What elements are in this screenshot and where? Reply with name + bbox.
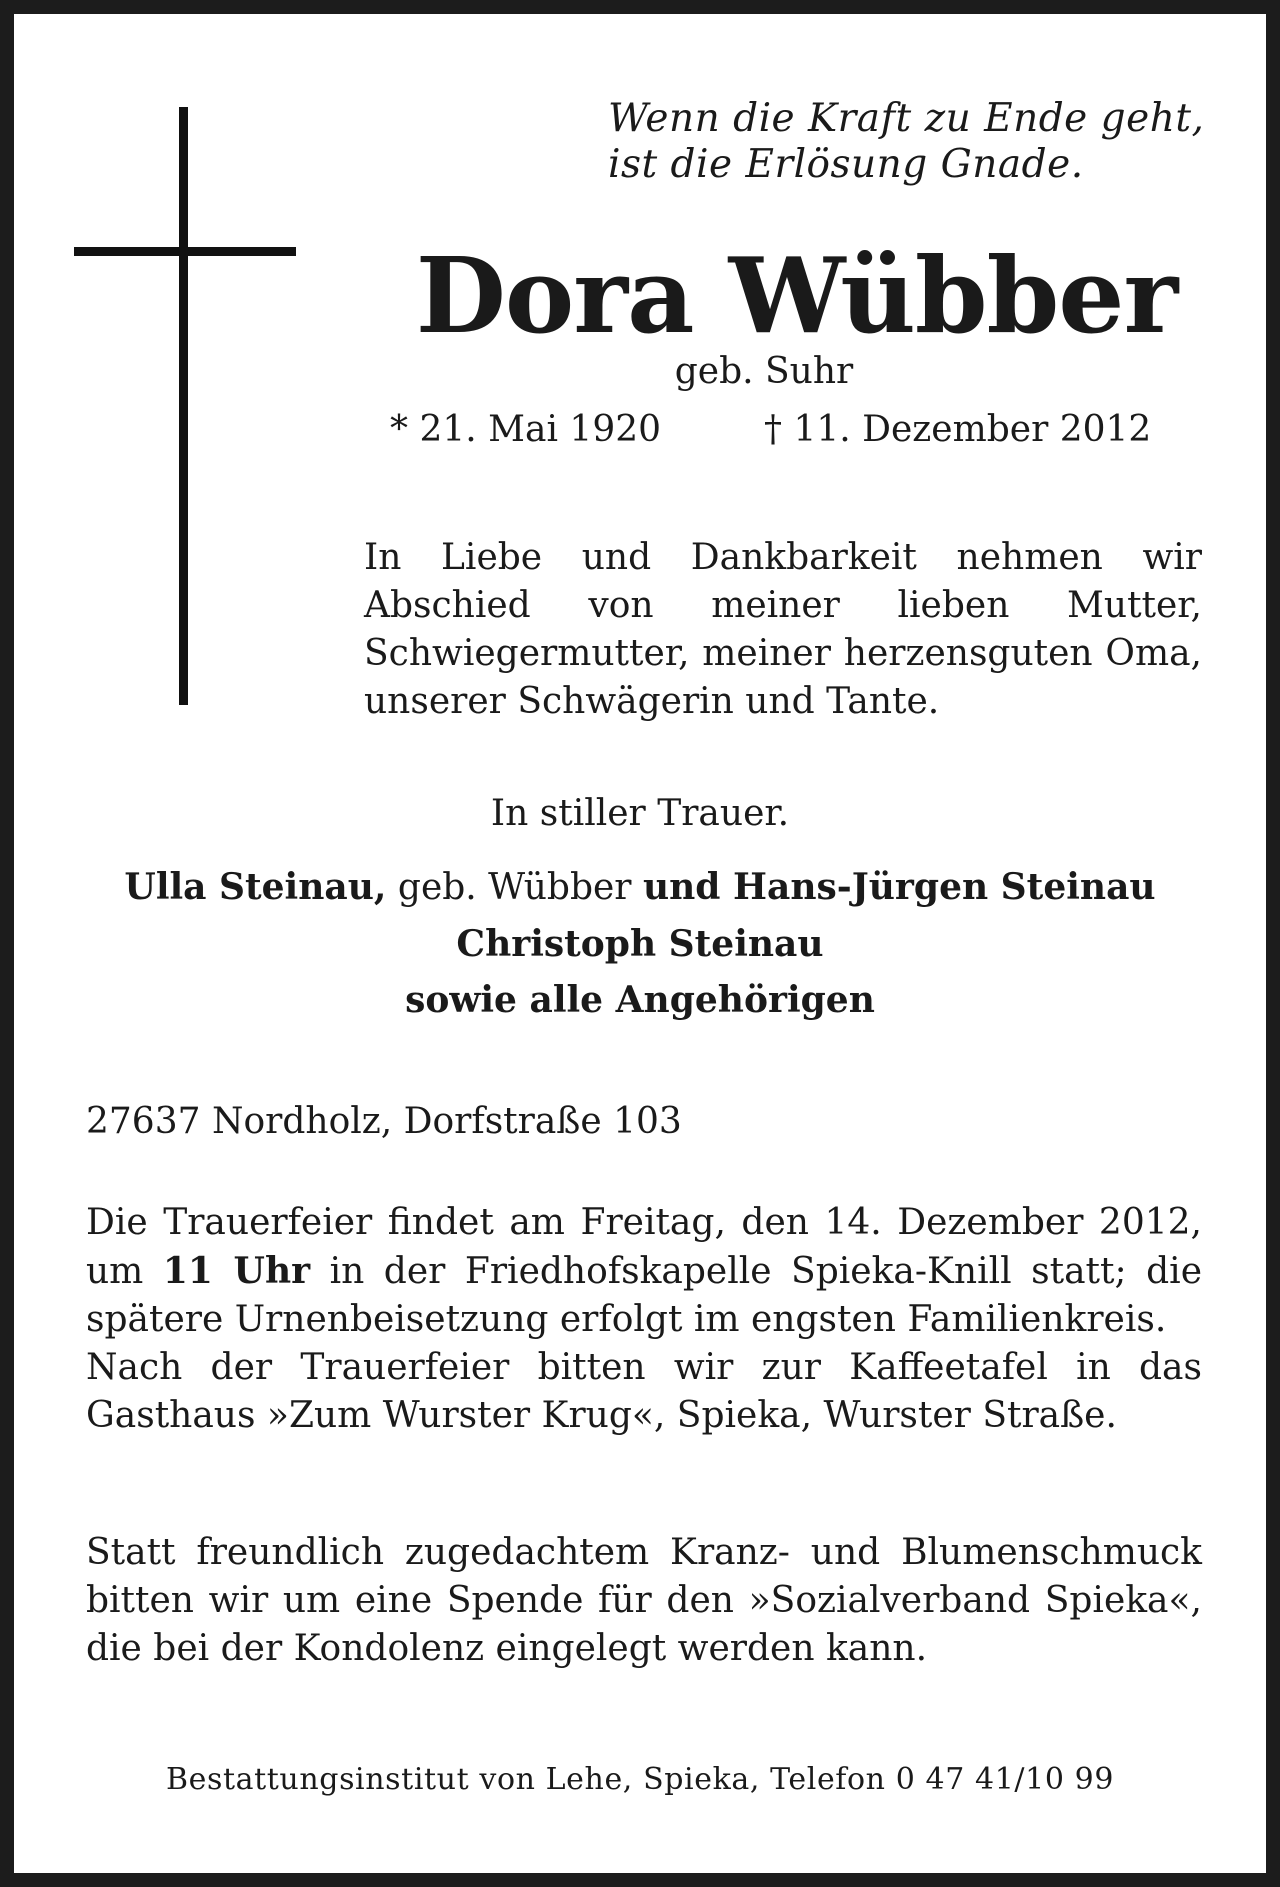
signers-line-2: Christoph Steinau [456, 923, 824, 965]
address: 27637 Nordholz, Dorfstraße 103 [86, 1101, 682, 1142]
intro-text: In Liebe und Dankbarkeit nehmen wir Abschied von meiner lieben Mutter, Schwiegermutter, meiner herzensguten Oma, unserer Schwägerin und Tante. [364, 537, 1202, 722]
cross-icon-vertical [179, 107, 188, 705]
signers [14, 859, 1266, 1028]
motto-line-2: ist die Erlösung Gnade. [608, 142, 1084, 187]
death-date: † 11. Dezember 2012 [764, 409, 1152, 450]
signer-name-1: Ulla Steinau, [124, 866, 387, 908]
maiden-name: geb. Suhr [674, 351, 854, 392]
motto-line-1: Wenn die Kraft zu Ende geht, [608, 96, 1205, 141]
ceremony-info [86, 1199, 1202, 1440]
signer-maiden-name: geb. Wübber [386, 867, 643, 908]
coffee-paragraph: Nach der Trauerfeier bitten wir zur Kaffeetafel in das Gasthaus »Zum Wurster Krug«, Spieka, Wurster Straße. [86, 1347, 1202, 1436]
ceremony-time: 11 Uhr [162, 1250, 311, 1292]
ceremony-paragraph [86, 1199, 1202, 1344]
donation-text: Statt freundlich zugedachtem Kranz- und Blumenschmuck bitten wir um eine Spende für den »Sozialverband Spieka«, die bei der Kondolenz eingelegt werden kann. [86, 1532, 1202, 1669]
signers-line-1 [14, 859, 1266, 916]
signers-line-3: sowie alle Angehörigen [405, 979, 875, 1021]
ceremony-text-2: in der Friedhofskapelle Spieka-Knill statt; die spätere Urnenbeisetzung erfolgt im engsten Familienkreis. [86, 1251, 1202, 1340]
signer-name-2: und Hans-Jürgen Steinau [642, 866, 1156, 908]
birth-date: * 21. Mai 1920 [390, 409, 662, 450]
funeral-home-footer: Bestattungsinstitut von Lehe, Spieka, Telefon 0 47 41/10 99 [165, 1762, 1115, 1797]
mourning-line: In stiller Trauer. [490, 793, 790, 834]
motto [608, 96, 1204, 188]
ceremony-text-1: Die Trauerfeier findet am Freitag, den 14. Dezember 2012, um [86, 1202, 1202, 1292]
deceased-name: Dora Wübber [415, 234, 1178, 357]
obituary-notice [14, 14, 1266, 1873]
cross-icon-horizontal [74, 247, 296, 256]
